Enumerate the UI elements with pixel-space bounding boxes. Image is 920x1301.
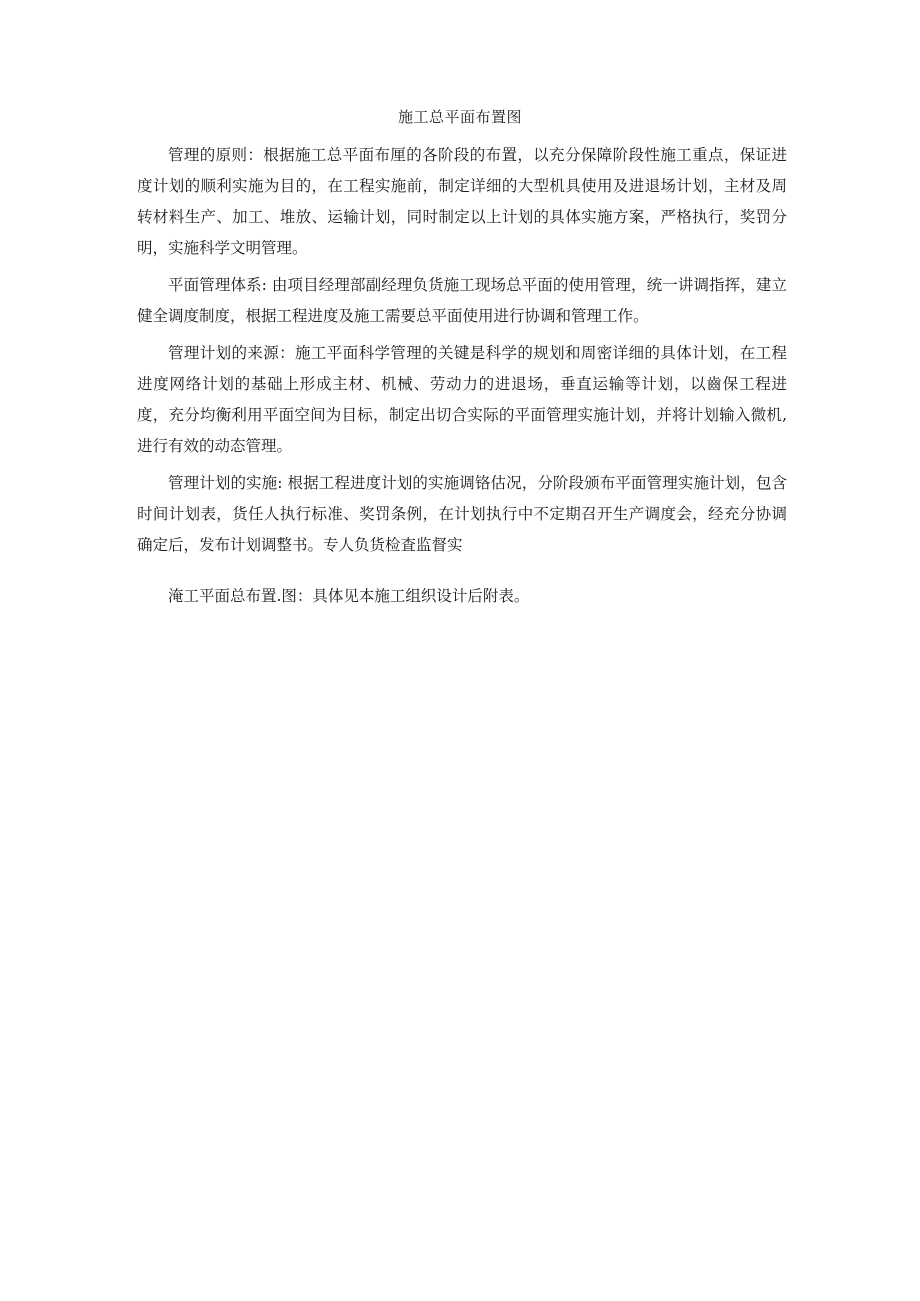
paragraph-closing-note: 淹工平面总布置.图：具体见本施工组织设计后附表。 <box>168 587 530 605</box>
paragraph-plan-implementation: 管理计划的实施: 根据工程进度计划的实施调铬估况，分阶段颁布平面管理实施计划，包含时间计划表，货任人执行标准、奖罚条例，在计划执行中不定期召开生产调度会，经充分协调确定后，发布计划调整书。专人负货检査监督实 <box>137 474 787 554</box>
page-title: 施工总平面布置图 <box>397 108 522 126</box>
paragraph-plan-source: 管理计划的来源：施工平面科学管理的关键是科学的规划和周密详细的具体计划，在工程进度网络计划的基础上形成主材、机械、劳动力的进退场，垂直运输等计划，以齒保工程进度，充分均衡利用平面空间为目标，制定出切合实际的平面管理实施计划，并将计划输入微机,进行有效的动态管理。 <box>137 344 787 455</box>
paragraph-management-system: 平面管理体系: 由项目经理部副经理负货施工现场总平面的使用管理，统一讲调指挥，建立健全调度制度，根据工程进度及施工需要总平面使用进行协调和管理工作。 <box>137 276 787 325</box>
paragraph-management-principle: 管理的原则：根据施工总平面布厘的各阶段的布置，以充分保障阶段性施工重点，保证进度计划的顺利实施为目的，在工程实施前，制定详细的大型机具使用及进退场计划，主材及周转材料生产、加工、堆放、运输计划，同时制定以上计划的具体实施方案，严格执行，奖罚分明，实施科学文明管理。 <box>137 146 787 257</box>
document-body <box>137 140 787 618</box>
